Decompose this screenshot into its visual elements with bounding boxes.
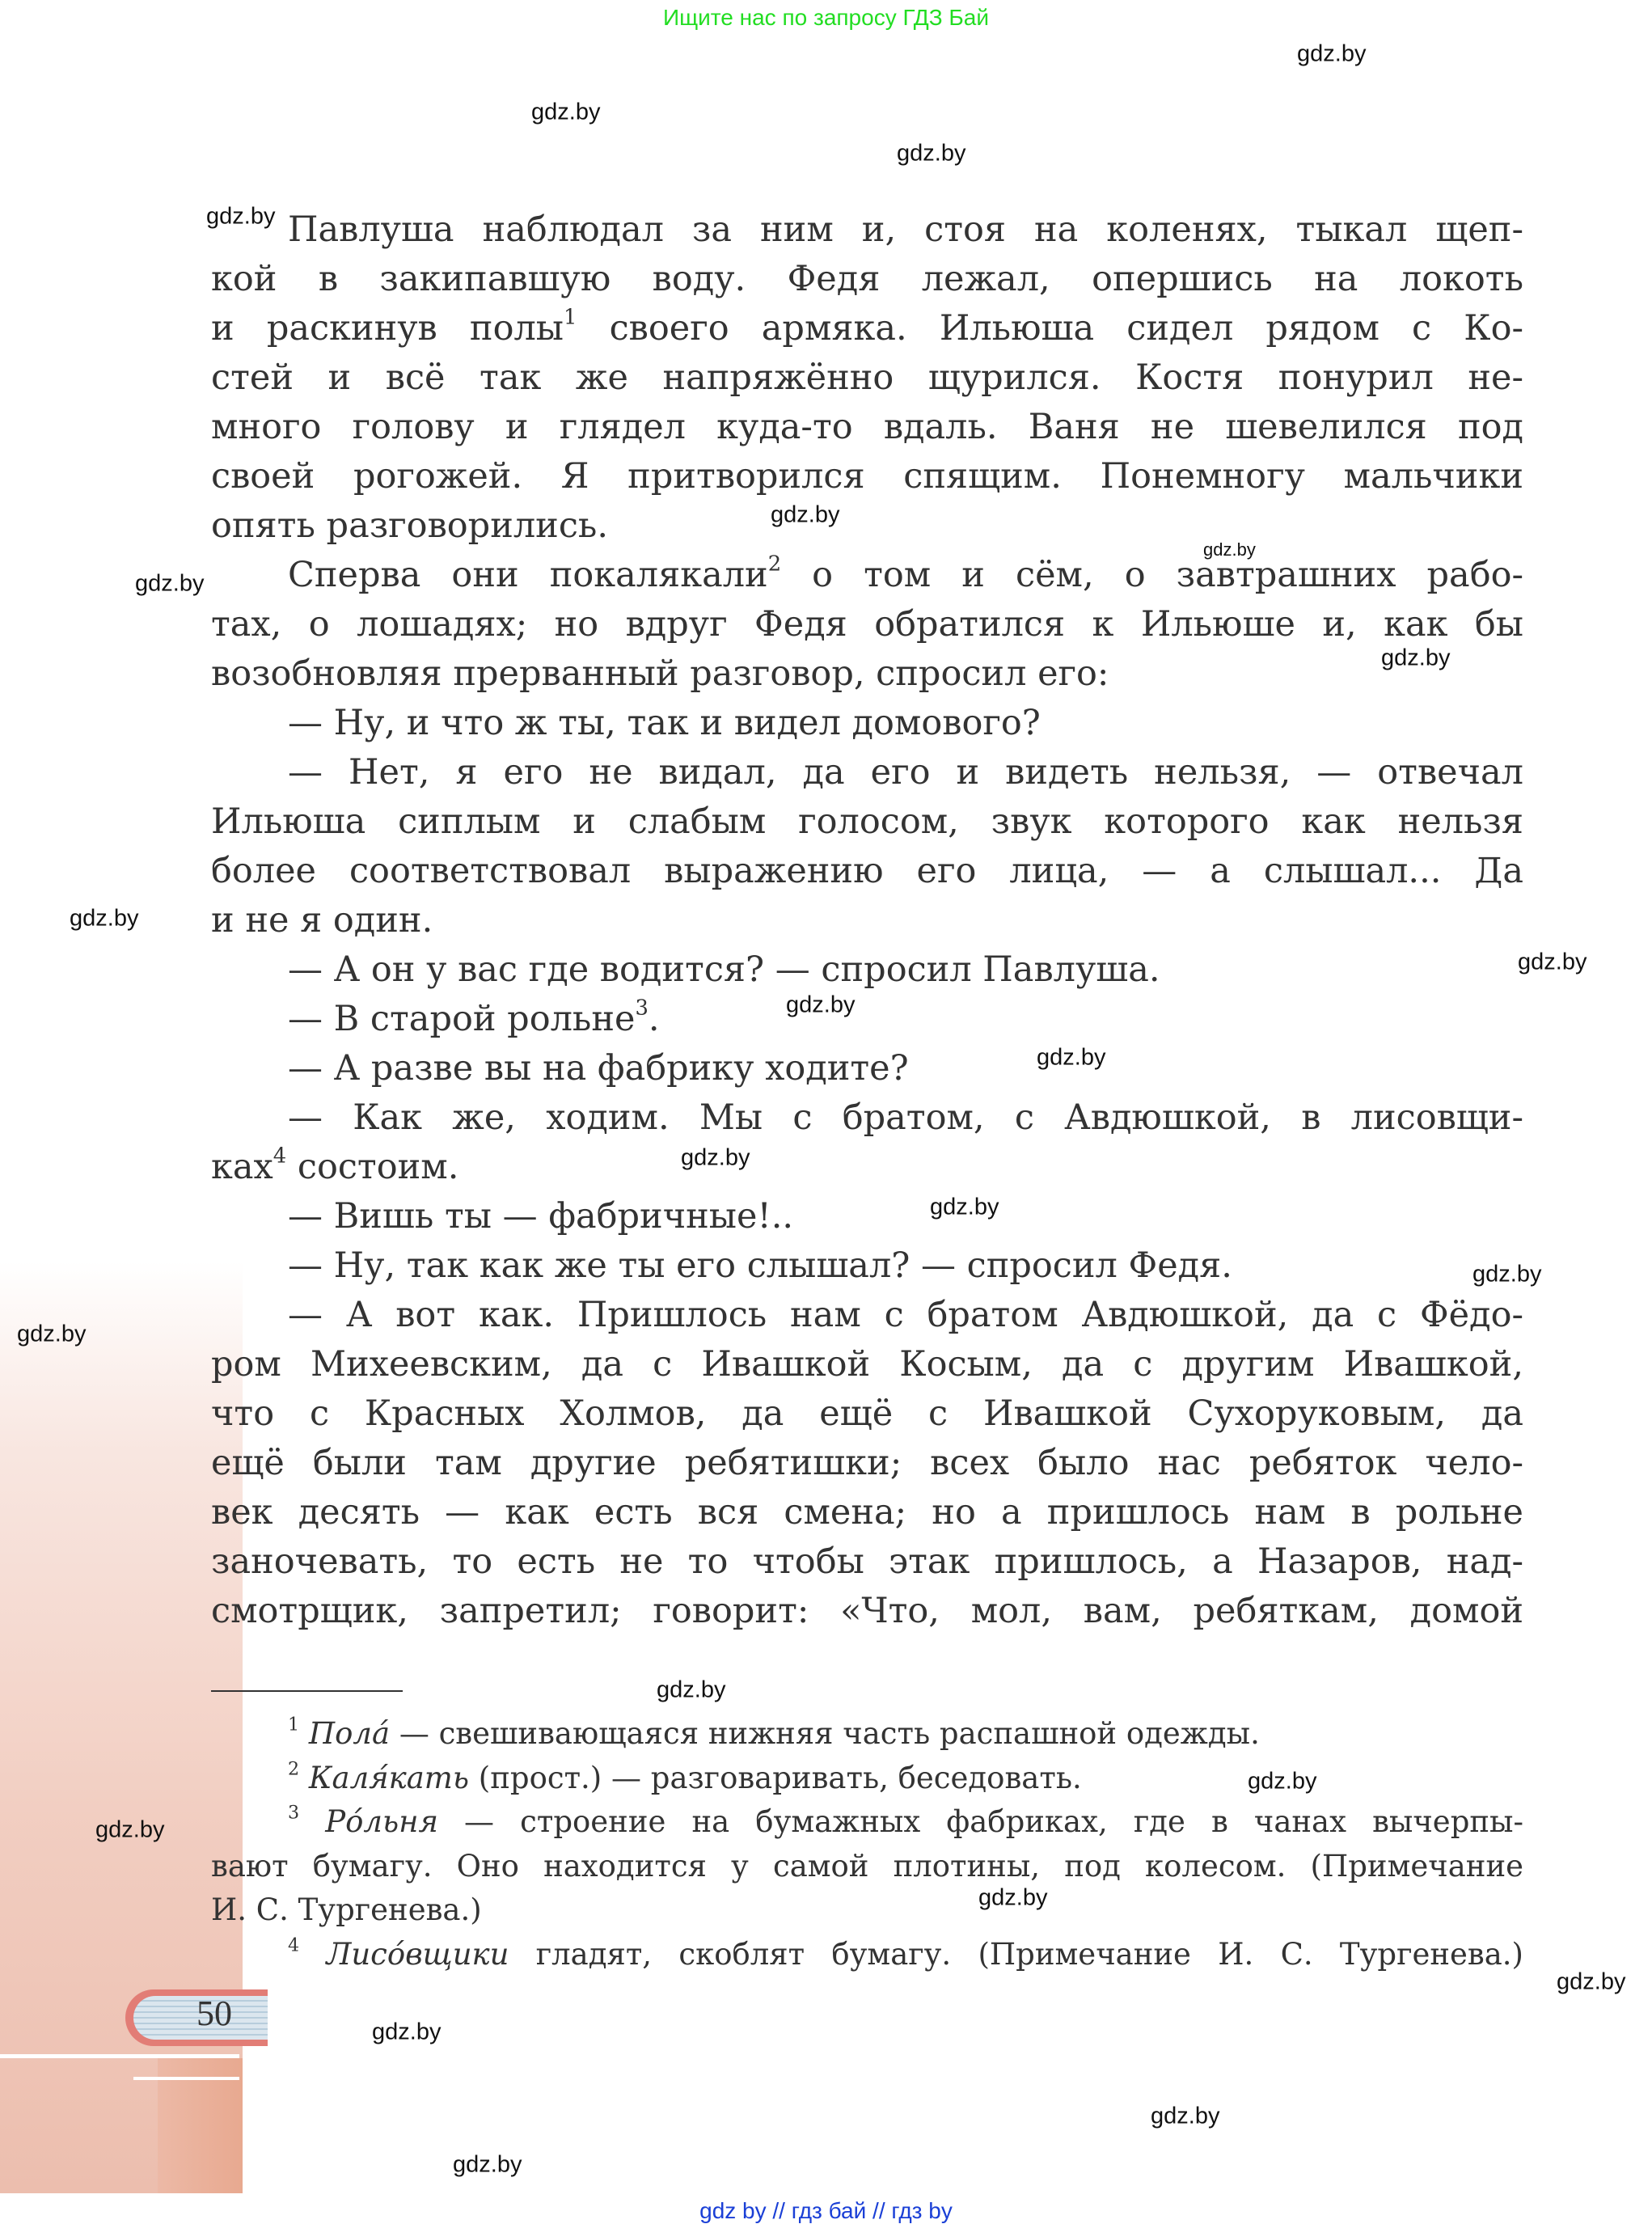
text-line: более соответствовал выражению его лица, — а слышал... Да [211, 851, 1523, 891]
watermark: gdz.by [95, 1816, 165, 1843]
text-line: — Ну, так как же ты его слышал? — спросил Федя. [288, 1245, 1232, 1286]
text-line [211, 1143, 1523, 1192]
text-line: — А вот как. Пришлось нам с братом Авдюшкой, да с Фёдо- [288, 1295, 1523, 1335]
footnote-line [211, 1933, 1523, 1977]
text-segment: Сперва они покалякали [288, 555, 768, 595]
footnotes [211, 1712, 1523, 1977]
text-line: ещё были там другие ребятишки; всех было нас ребяток чело- [211, 1443, 1523, 1483]
text-segment: состоим. [286, 1147, 459, 1187]
watermark: gdz.by [1037, 1044, 1106, 1071]
footnote-ref: 4 [273, 1144, 287, 1169]
text-segment: и раскинув полы [211, 308, 564, 349]
footnote-term: Пола́ [308, 1716, 391, 1751]
text-line: стей и всё так же напряжённо щурился. Костя понурил не- [211, 357, 1523, 398]
text-line: смотрщик, запретил; говорит: «Что, мол, вам, ребяткам, домой [211, 1591, 1523, 1631]
body-text [211, 205, 1523, 1636]
header-ad-link[interactable]: Ищите нас по запросу ГДЗ Бай [662, 5, 990, 30]
text-line: тах, о лошадях; но вдруг Федя обратился к Ильюше и, как бы [211, 604, 1523, 645]
text-line: много голову и глядел куда-то вдаль. Ваня не шевелился под [211, 407, 1523, 447]
footnote-divider [211, 1690, 403, 1692]
text-line [211, 995, 1523, 1044]
watermark: gdz.by [206, 203, 276, 230]
watermark: gdz.by [897, 140, 966, 167]
watermark: gdz.by [531, 99, 601, 125]
text-segment: — В старой рольне [288, 999, 636, 1039]
text-line: век десять — как есть вся смена; но а пришлось нам в рольне [211, 1492, 1523, 1533]
footnote-text: — строение на бумажных фабриках, где в чанах вычерпы- [437, 1804, 1524, 1840]
watermark: gdz.by [771, 501, 840, 528]
text-line: — А он у вас где водится? — спросил Павлуша. [288, 949, 1160, 990]
watermark: gdz.by [1518, 949, 1587, 975]
watermark: gdz.by [657, 1676, 726, 1703]
watermark: gdz.by [1381, 645, 1451, 671]
footnote-number: 2 [288, 1757, 300, 1779]
text-segment: . [648, 999, 660, 1039]
footnote-text: (прост.) — разговаривать, беседовать. [469, 1760, 1082, 1795]
footnote-number: 1 [288, 1714, 300, 1736]
text-line: и не я один. [211, 900, 433, 941]
footnote-term: Каля́кать [308, 1760, 470, 1795]
watermark: gdz.by [17, 1321, 87, 1347]
watermark: gdz.by [978, 1884, 1048, 1911]
watermark: gdz.by [786, 991, 856, 1018]
text-line [211, 551, 1523, 600]
watermark: gdz.by [1557, 1968, 1626, 1995]
watermark: gdz.by [681, 1144, 750, 1171]
decoration-divider [0, 2054, 239, 2058]
footnote-term: Лисо́вщики [326, 1936, 509, 1972]
text-line: кой в закипавшую воду. Федя лежал, опершись на локоть [211, 259, 1523, 299]
watermark: gdz.by [1248, 1768, 1317, 1795]
watermark: gdz.by [453, 2151, 522, 2178]
watermark: gdz.by [1297, 40, 1367, 67]
watermark: gdz.by [135, 570, 205, 597]
text-line: Ильюша сиплым и слабым голосом, звук которого как нельзя [211, 801, 1523, 842]
text-line: что с Красных Холмов, да ещё с Ивашкой Сухоруковым, да [211, 1393, 1523, 1434]
text-segment: о том и сём, о завтрашних рабо- [781, 555, 1523, 595]
footnote-number: 3 [288, 1802, 300, 1824]
footnote-text: гладят, скоблят бумагу. (Примечание И. С. Тургенева.) [509, 1936, 1523, 1972]
decoration-divider [133, 2077, 239, 2080]
footnote-line [211, 1712, 1523, 1757]
footnote-number: 4 [288, 1934, 300, 1956]
footnote-line [211, 1757, 1523, 1801]
footnote-term: Ро́льня [325, 1804, 438, 1840]
watermark: gdz.by [1472, 1261, 1542, 1287]
footnote-text: И. С. Тургенева.) [211, 1892, 482, 1928]
watermark: gdz.by [1151, 2103, 1220, 2129]
page-number: 50 [196, 1994, 232, 2033]
text-line: своей рогожей. Я притворился спящим. Понемногу мальчики [211, 456, 1523, 497]
text-line: Павлуша наблюдал за ним и, стоя на коленях, тыкал щеп- [288, 209, 1523, 250]
text-segment: своего армяка. Ильюша сидел рядом с Ко- [577, 308, 1523, 349]
watermark: gdz.by [1203, 539, 1256, 560]
footer-links[interactable]: gdz by // гдз бай // гдз by [699, 2198, 953, 2223]
text-line: — Как же, ходим. Мы с братом, с Авдюшкой, в лисовщи- [288, 1097, 1523, 1138]
footnote-line [211, 1845, 1523, 1889]
text-line: — Вишь ты — фабричные!.. [288, 1196, 794, 1237]
footnote-line [211, 1888, 1523, 1933]
text-line: ром Михеевским, да с Ивашкой Косым, да с другим Ивашкой, [211, 1344, 1523, 1385]
text-line: возобновляя прерванный разговор, спросил его: [211, 653, 1109, 694]
text-line: — Ну, и что ж ты, так и видел домового? [288, 703, 1041, 743]
text-line [211, 304, 1523, 353]
text-line: — А разве вы на фабрику ходите? [288, 1048, 909, 1089]
text-line: — Нет, я его не видал, да его и видеть нельзя, — отвечал [288, 752, 1523, 793]
footnote-line [211, 1800, 1523, 1845]
footnote-text: — свешивающаяся нижняя часть распашной одежды. [390, 1716, 1260, 1751]
text-line: заночевать, то есть не то чтобы этак пришлось, а Назаров, над- [211, 1541, 1523, 1582]
watermark: gdz.by [70, 905, 139, 932]
watermark: gdz.by [930, 1194, 999, 1220]
watermark: gdz.by [372, 2019, 442, 2045]
footnote-ref: 1 [564, 305, 577, 330]
footnote-ref: 3 [635, 996, 649, 1021]
footnote-ref: 2 [767, 552, 782, 577]
page-number-tab [125, 1989, 268, 2046]
footnote-text: вают бумагу. Оно находится у самой плотины, под колесом. (Примечание [211, 1848, 1523, 1884]
text-segment: ках [211, 1147, 273, 1187]
text-line: опять разговорились. [211, 505, 608, 546]
